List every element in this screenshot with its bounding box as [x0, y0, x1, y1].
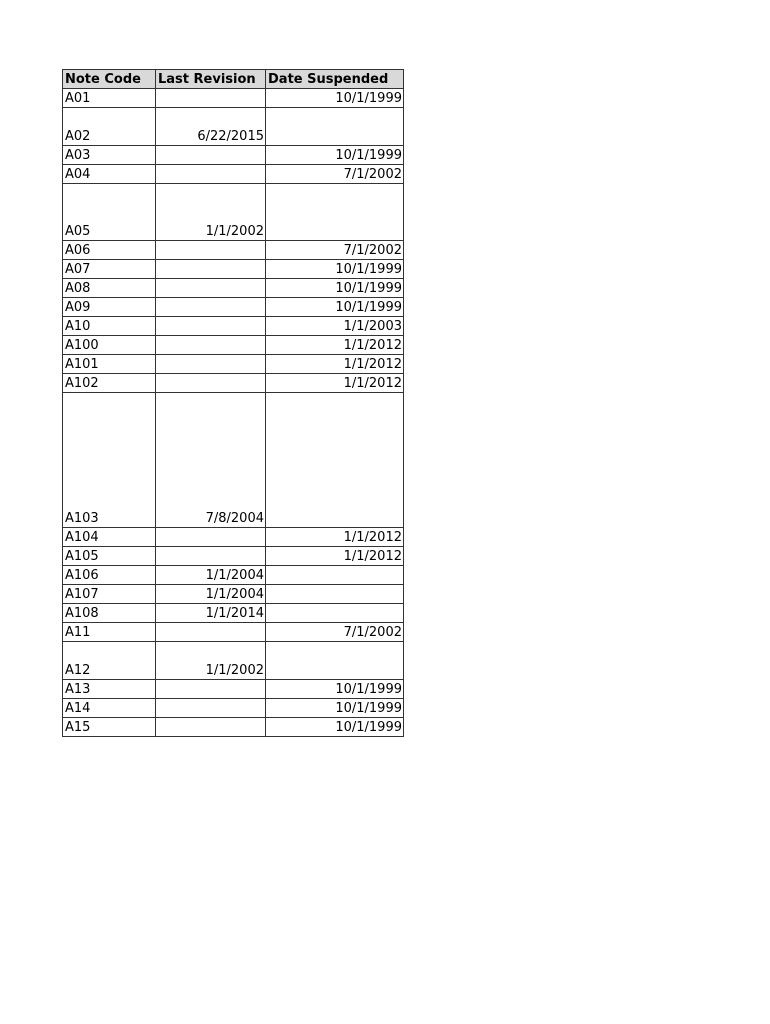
table-row	[63, 718, 404, 737]
last-revision-cell: 1/1/2014	[156, 604, 266, 623]
table-row	[63, 393, 404, 528]
last-revision-cell	[156, 241, 266, 260]
note-code-cell: A02	[63, 108, 156, 146]
last-revision-cell: 7/8/2004	[156, 393, 266, 528]
table-body	[63, 89, 404, 737]
table-row	[63, 108, 404, 146]
table-row	[63, 566, 404, 585]
last-revision-cell	[156, 260, 266, 279]
table-row	[63, 374, 404, 393]
note-code-cell: A01	[63, 89, 156, 108]
date-suspended-cell: 10/1/1999	[266, 279, 404, 298]
last-revision-cell	[156, 699, 266, 718]
last-revision-cell: 1/1/2002	[156, 642, 266, 680]
last-revision-cell	[156, 680, 266, 699]
note-code-table	[62, 69, 404, 737]
date-suspended-cell: 1/1/2012	[266, 528, 404, 547]
last-revision-cell	[156, 165, 266, 184]
table-row	[63, 260, 404, 279]
note-code-cell: A05	[63, 184, 156, 241]
table-row	[63, 642, 404, 680]
date-suspended-cell: 10/1/1999	[266, 146, 404, 165]
date-suspended-cell: 7/1/2002	[266, 165, 404, 184]
note-code-cell: A103	[63, 393, 156, 528]
note-code-cell: A108	[63, 604, 156, 623]
date-suspended-cell: 10/1/1999	[266, 89, 404, 108]
date-suspended-cell	[266, 585, 404, 604]
last-revision-cell	[156, 718, 266, 737]
table-row	[63, 355, 404, 374]
last-revision-cell	[156, 298, 266, 317]
table-row	[63, 317, 404, 336]
table-row	[63, 604, 404, 623]
note-code-cell: A08	[63, 279, 156, 298]
header-row	[63, 70, 404, 89]
table-row	[63, 298, 404, 317]
table-row	[63, 528, 404, 547]
last-revision-cell	[156, 336, 266, 355]
last-revision-cell	[156, 547, 266, 566]
table-row	[63, 585, 404, 604]
header-last-revision: Last Revision	[156, 70, 266, 89]
last-revision-cell	[156, 89, 266, 108]
table-row	[63, 89, 404, 108]
note-code-cell: A102	[63, 374, 156, 393]
date-suspended-cell: 1/1/2003	[266, 317, 404, 336]
date-suspended-cell	[266, 642, 404, 680]
header-note-code: Note Code	[63, 70, 156, 89]
note-code-cell: A09	[63, 298, 156, 317]
header-date-suspended: Date Suspended	[266, 70, 404, 89]
date-suspended-cell: 1/1/2012	[266, 355, 404, 374]
last-revision-cell	[156, 374, 266, 393]
table-row	[63, 680, 404, 699]
date-suspended-cell: 1/1/2012	[266, 336, 404, 355]
note-code-cell: A101	[63, 355, 156, 374]
note-code-cell: A14	[63, 699, 156, 718]
last-revision-cell	[156, 528, 266, 547]
note-code-cell: A15	[63, 718, 156, 737]
table-row	[63, 184, 404, 241]
last-revision-cell	[156, 279, 266, 298]
note-code-cell: A06	[63, 241, 156, 260]
date-suspended-cell: 1/1/2012	[266, 374, 404, 393]
note-code-cell: A04	[63, 165, 156, 184]
note-code-cell: A10	[63, 317, 156, 336]
date-suspended-cell: 10/1/1999	[266, 718, 404, 737]
date-suspended-cell: 1/1/2012	[266, 547, 404, 566]
last-revision-cell: 1/1/2004	[156, 585, 266, 604]
table-row	[63, 165, 404, 184]
date-suspended-cell	[266, 604, 404, 623]
last-revision-cell	[156, 623, 266, 642]
note-code-cell: A12	[63, 642, 156, 680]
date-suspended-cell: 10/1/1999	[266, 680, 404, 699]
table-row	[63, 547, 404, 566]
note-code-cell: A11	[63, 623, 156, 642]
last-revision-cell: 6/22/2015	[156, 108, 266, 146]
date-suspended-cell: 7/1/2002	[266, 241, 404, 260]
note-code-cell: A105	[63, 547, 156, 566]
note-code-cell: A104	[63, 528, 156, 547]
table-row	[63, 279, 404, 298]
note-code-cell: A100	[63, 336, 156, 355]
date-suspended-cell: 10/1/1999	[266, 298, 404, 317]
last-revision-cell	[156, 355, 266, 374]
note-code-cell: A106	[63, 566, 156, 585]
last-revision-cell: 1/1/2002	[156, 184, 266, 241]
date-suspended-cell	[266, 108, 404, 146]
note-code-cell: A07	[63, 260, 156, 279]
date-suspended-cell	[266, 393, 404, 528]
table-row	[63, 336, 404, 355]
date-suspended-cell: 7/1/2002	[266, 623, 404, 642]
note-code-cell: A107	[63, 585, 156, 604]
table-row	[63, 699, 404, 718]
note-code-cell: A03	[63, 146, 156, 165]
note-code-cell: A13	[63, 680, 156, 699]
table-row	[63, 241, 404, 260]
table-row	[63, 146, 404, 165]
date-suspended-cell	[266, 566, 404, 585]
date-suspended-cell: 10/1/1999	[266, 260, 404, 279]
last-revision-cell	[156, 317, 266, 336]
last-revision-cell	[156, 146, 266, 165]
table-row	[63, 623, 404, 642]
last-revision-cell: 1/1/2004	[156, 566, 266, 585]
date-suspended-cell	[266, 184, 404, 241]
date-suspended-cell: 10/1/1999	[266, 699, 404, 718]
